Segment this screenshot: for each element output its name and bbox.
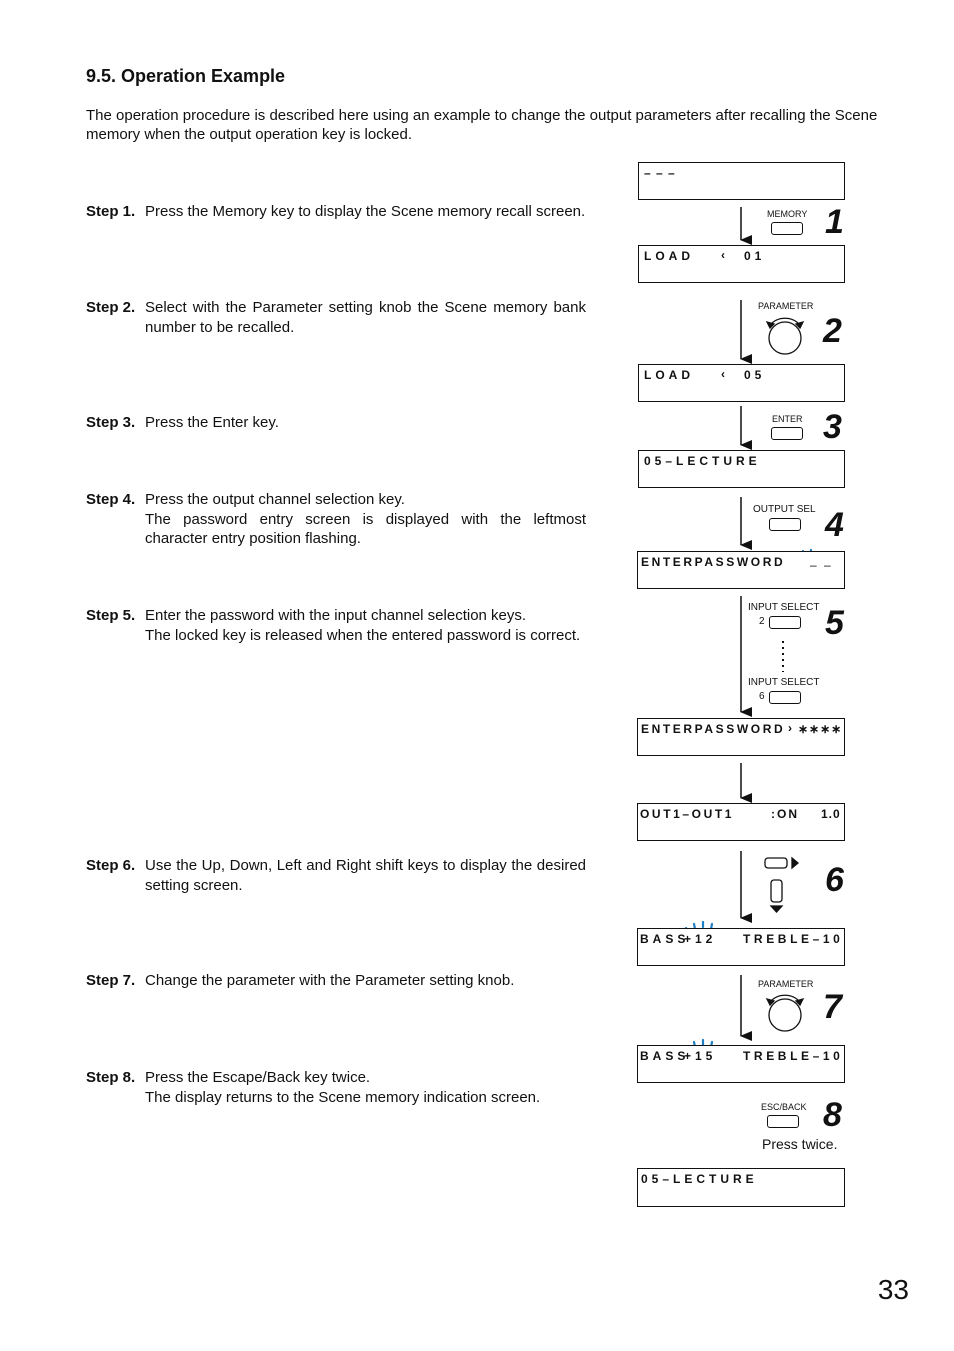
memory-key-label: MEMORY <box>767 209 808 219</box>
input-select-6-number: 6 <box>759 691 765 702</box>
step-number-2: 2 <box>823 312 842 350</box>
lcd-text: :ON <box>771 807 799 821</box>
input-select-2-key[interactable] <box>769 616 801 629</box>
esc-back-key-label: ESC/BACK <box>761 1102 807 1112</box>
lcd-display-initial <box>638 162 845 200</box>
step-number-5: 5 <box>825 604 844 642</box>
input-select-2-number: 2 <box>759 616 765 627</box>
step-number-1: 1 <box>825 203 844 241</box>
lcd-text: ∗∗∗∗ <box>798 722 843 736</box>
arrow-left-icon: ‹ <box>721 248 725 262</box>
knob-icon <box>767 318 803 354</box>
lcd-text: TREBLE–10 <box>743 1049 844 1063</box>
shift-right-icon <box>765 858 798 868</box>
step-text: Press the Escape/Back key twice. <box>145 1069 371 1086</box>
lcd-text: BASS <box>640 932 690 946</box>
arrow-right-icon: › <box>788 721 792 735</box>
step-text: Press the output channel selection key. <box>145 491 405 508</box>
step-number-8: 8 <box>823 1096 842 1134</box>
lcd-text: ENTERPASSWORD <box>641 555 786 569</box>
lcd-text: +15 <box>684 1049 717 1063</box>
step-label: Step 6. <box>86 857 136 874</box>
step-label: Step 2. <box>86 299 136 316</box>
step-text: The password entry screen is displayed with the leftmost character entry position flashing. <box>145 510 586 547</box>
step-label: Step 7. <box>86 972 136 989</box>
lcd-text: – – <box>810 558 833 572</box>
step-text: Press the Memory key to display the Scene memory recall screen. <box>145 203 586 220</box>
enter-key[interactable] <box>771 427 803 440</box>
input-select-6-label: INPUT SELECT <box>748 677 820 688</box>
lcd-text: TREBLE–10 <box>743 932 844 946</box>
step-number-3: 3 <box>823 408 842 446</box>
lcd-display-load-05 <box>638 364 845 402</box>
page-number: 33 <box>877 1274 909 1305</box>
step-text: Press the Enter key. <box>145 414 279 431</box>
lcd-text: 01 <box>744 249 766 263</box>
lcd-text: LOAD <box>644 368 694 382</box>
step-text: Use the Up, Down, Left and Right shift keys to display the desired setting screen. <box>145 857 586 894</box>
step-text: Select with the Parameter setting knob the Scene memory bank number to be recalled. <box>145 299 586 336</box>
knob-icon <box>767 995 803 1031</box>
step-text: The locked key is released when the entered password is correct. <box>145 626 581 644</box>
shift-down-icon <box>771 880 782 912</box>
enter-key-label: ENTER <box>772 414 803 424</box>
step-label: Step 3. <box>86 414 136 431</box>
lcd-text: ENTERPASSWORD <box>641 722 786 736</box>
lcd-display-password-entered <box>637 718 845 756</box>
section-heading: 9.5. Operation Example <box>86 66 286 86</box>
output-sel-key[interactable] <box>769 518 801 531</box>
step-label: Step 4. <box>86 491 136 508</box>
step-number-7: 7 <box>823 988 842 1026</box>
step-label: Step 8. <box>86 1069 136 1086</box>
lcd-text: – – – <box>644 166 676 180</box>
memory-key[interactable] <box>771 222 803 235</box>
arrow-left-icon: ‹ <box>721 367 725 381</box>
step-text: Change the parameter with the Parameter setting knob. <box>145 972 515 989</box>
lcd-text: 1.0 <box>821 807 841 821</box>
lcd-text: 05 <box>744 368 766 382</box>
step-label: Step 5. <box>86 607 136 624</box>
lcd-text: LOAD <box>644 249 694 263</box>
lcd-display-bass-15 <box>637 1045 845 1083</box>
input-select-6-key[interactable] <box>769 691 801 704</box>
step-label: Step 1. <box>86 203 136 220</box>
lcd-text: 05–LECTURE <box>641 1172 758 1186</box>
lcd-display-output <box>637 803 845 841</box>
lcd-text: BASS <box>640 1049 690 1063</box>
step-number-4: 4 <box>825 506 844 544</box>
parameter-knob-label: PARAMETER <box>758 301 814 311</box>
lcd-display-load-01 <box>638 245 845 283</box>
input-select-2-label: INPUT SELECT <box>748 602 820 613</box>
lcd-text: OUT1–OUT1 <box>640 807 735 821</box>
lcd-display-password-entry <box>637 551 845 589</box>
lcd-display-bass-12 <box>637 928 845 966</box>
lcd-display-lecture-final <box>637 1168 845 1207</box>
parameter-knob-label: PARAMETER <box>758 979 814 989</box>
esc-back-key[interactable] <box>767 1115 799 1128</box>
intro-paragraph: The operation procedure is described here using an example to change the output parameters after recalling the Scene memory when the output operation key is locked. <box>86 107 878 143</box>
step-text: Enter the password with the input channel selection keys. <box>145 607 527 624</box>
output-sel-key-label: OUTPUT SEL <box>753 504 816 515</box>
lcd-display-lecture <box>638 450 845 488</box>
press-twice-note: Press twice. <box>762 1136 838 1152</box>
lcd-text: 05–LECTURE <box>644 454 761 468</box>
lcd-text: +12 <box>684 932 717 946</box>
step-text: The display returns to the Scene memory indication screen. <box>145 1088 541 1106</box>
step-number-6: 6 <box>825 861 844 899</box>
